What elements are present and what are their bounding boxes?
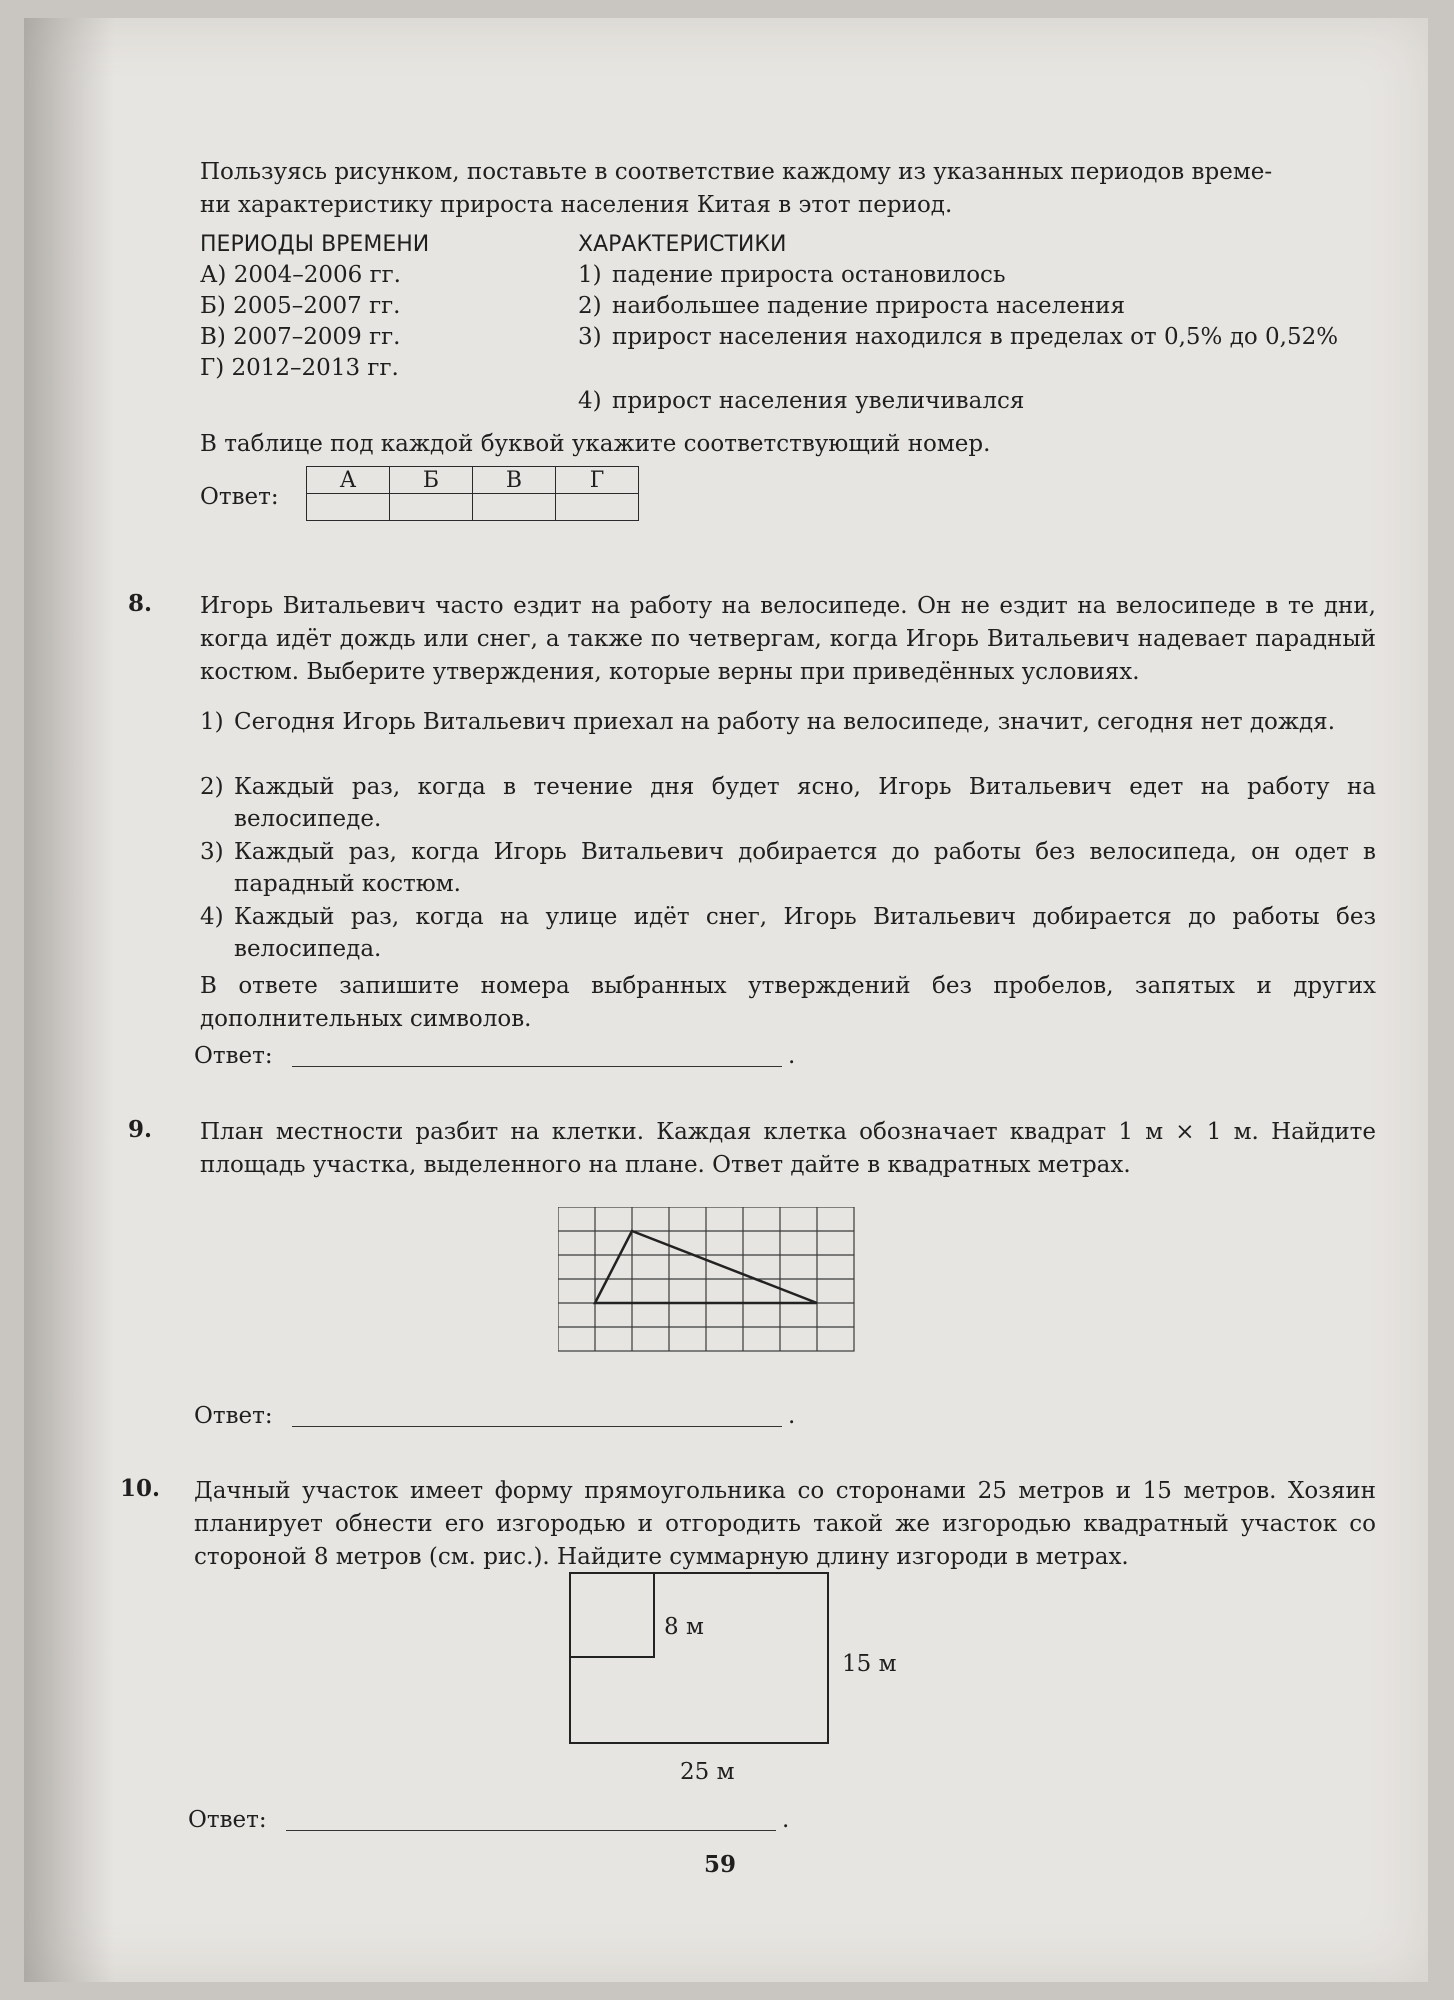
answer-line[interactable]: [292, 1066, 782, 1067]
page-number: 59: [704, 1851, 737, 1878]
periods-header: ПЕРИОДЫ ВРЕМЕНИ: [200, 232, 430, 257]
answer-label: Ответ:: [200, 484, 279, 510]
answer-cell[interactable]: [390, 494, 473, 521]
answer-label: Ответ:: [188, 1807, 267, 1833]
q8-text: Игорь Витальевич часто ездит на работу на велосипеде. Он не ездит на велосипеде в те дни, когда идёт дождь или снег, а также по четвергам, когда Игорь Витальевич надевает парадный костюм. Выберите утверждения, которые верны при приведённых условиях.: [200, 593, 1376, 685]
answer-cell[interactable]: [473, 494, 556, 521]
question-number: 9.: [128, 1116, 153, 1143]
answer-cell[interactable]: [556, 494, 639, 521]
period-mark: .: [782, 1807, 790, 1833]
answer-table-header: Б: [390, 467, 473, 494]
q10-text: Дачный участок имеет форму прямоугольника со сторонами 25 метров и 15 метров. Хозяин планирует обнести его изгородью и отгородить такой же изгородью квадратный участок со стороной 8 метров (см. рис.). Найдите суммарную длину изгороди в метрах.: [194, 1478, 1376, 1570]
label-width: 25 м: [680, 1759, 735, 1785]
period-mark: .: [788, 1403, 796, 1429]
answer-cell[interactable]: [307, 494, 390, 521]
answer-line[interactable]: [286, 1830, 776, 1831]
period-item: А) 2004–2006 гг.: [200, 262, 401, 288]
characteristics-header: ХАРАКТЕРИСТИКИ: [578, 232, 787, 257]
q9-text: План местности разбит на клетки. Каждая клетка обозначает квадрат 1 м × 1 м. Найдите площадь участка, выделенного на плане. Ответ дайте в квадратных метрах.: [200, 1119, 1376, 1178]
table-instruction: В таблице под каждой буквой укажите соответствующий номер.: [200, 431, 991, 457]
answer-table[interactable]: [306, 466, 639, 521]
period-item: В) 2007–2009 гг.: [200, 324, 401, 350]
intro-line-1: Пользуясь рисунком, поставьте в соответствие каждому из указанных периодов време-: [200, 159, 1273, 185]
answer-line[interactable]: [292, 1426, 782, 1427]
period-item: Б) 2005–2007 гг.: [200, 293, 401, 319]
q10-plot-figure: [568, 1571, 838, 1749]
page: Пользуясь рисунком, поставьте в соответствие каждому из указанных периодов време- ни характеристику прироста населения Китая в этот период. ПЕРИОДЫ ВРЕМЕНИ А) 2004–2006 гг. Б) 2005–2007 гг. В) 2007–2009 гг. Г) 2012–2013 гг. ХАРАКТЕРИСТИКИ 1) падение прироста остановилось 2) наибольшее падение прироста населения 3) прирост населения находился в пределах от 0,5% до 0,52% 4) прирост населения увеличивался В таблице под каждой буквой укажите соответствующий номер. Ответ: А Б В Г 8. Игорь Витальевич часто ездит на работу на велосипеде. Он не ездит на велосипеде в те дни, когда идёт дождь или снег, а также по четвергам, когда Игорь Витальевич надевает парадный костюм. Выберите утверждения, которые верны при приведённых условиях. 1) Сегодня Игорь Витальевич приехал на работу на велосипеде, значит, сегодня нет дождя. 2) Каждый раз, когда в течение дня будет ясно, Игорь Витальевич едет на работу на велосипеде. 3) Каждый раз, когда Игорь Витальевич добирается до работы без велосипеда, он одет в парадный костюм. 4) Каждый раз, когда на улице идёт снег, Игорь Витальевич добирается до работы без велосипеда. В ответе запишите номера выбранных утверждений без пробелов, запятых и других дополнительных символов. Ответ: . 9. План местности разбит на клетки. Каждая клетка обозначает квадрат 1 м × 1 м. Найдите площадь участка, выделенного на плане. Ответ дайте в квадратных метрах. Ответ: . 10. Дачный участок имеет форму прямоугольника со сторонами 25 метров и 15 метров. Хозяин планирует обнести его изгородью и отгородить такой же изгородью квадратный участок со стороной 8 метров (см. рис.). Найдите суммарную длину изгороди в метрах. 8 м 15 м 25 м Ответ: . 59: [24, 18, 1428, 1982]
answer-label: Ответ:: [194, 1043, 273, 1069]
q8-instruction: В ответе запишите номера выбранных утверждений без пробелов, запятых и других дополнительных символов.: [200, 973, 1376, 1032]
question-number: 10.: [120, 1475, 161, 1502]
period-mark: .: [788, 1043, 796, 1069]
grid-lines: [558, 1207, 854, 1351]
answer-label: Ответ:: [194, 1403, 273, 1429]
period-item: Г) 2012–2013 гг.: [200, 355, 399, 381]
binding-shadow: [24, 18, 114, 1982]
answer-table-header: А: [307, 467, 390, 494]
square-plot: [570, 1573, 654, 1657]
characteristic-item: 3) прирост населения находился в пределах от 0,5% до 0,52%: [578, 324, 1339, 350]
q9-grid-plan: [558, 1207, 856, 1353]
label-height: 15 м: [842, 1651, 897, 1677]
label-square-side: 8 м: [664, 1614, 704, 1640]
answer-table-header: В: [473, 467, 556, 494]
intro-line-2: ни характеристику прироста населения Китая в этот период.: [200, 192, 953, 218]
question-number: 8.: [128, 590, 153, 617]
answer-table-header: Г: [556, 467, 639, 494]
